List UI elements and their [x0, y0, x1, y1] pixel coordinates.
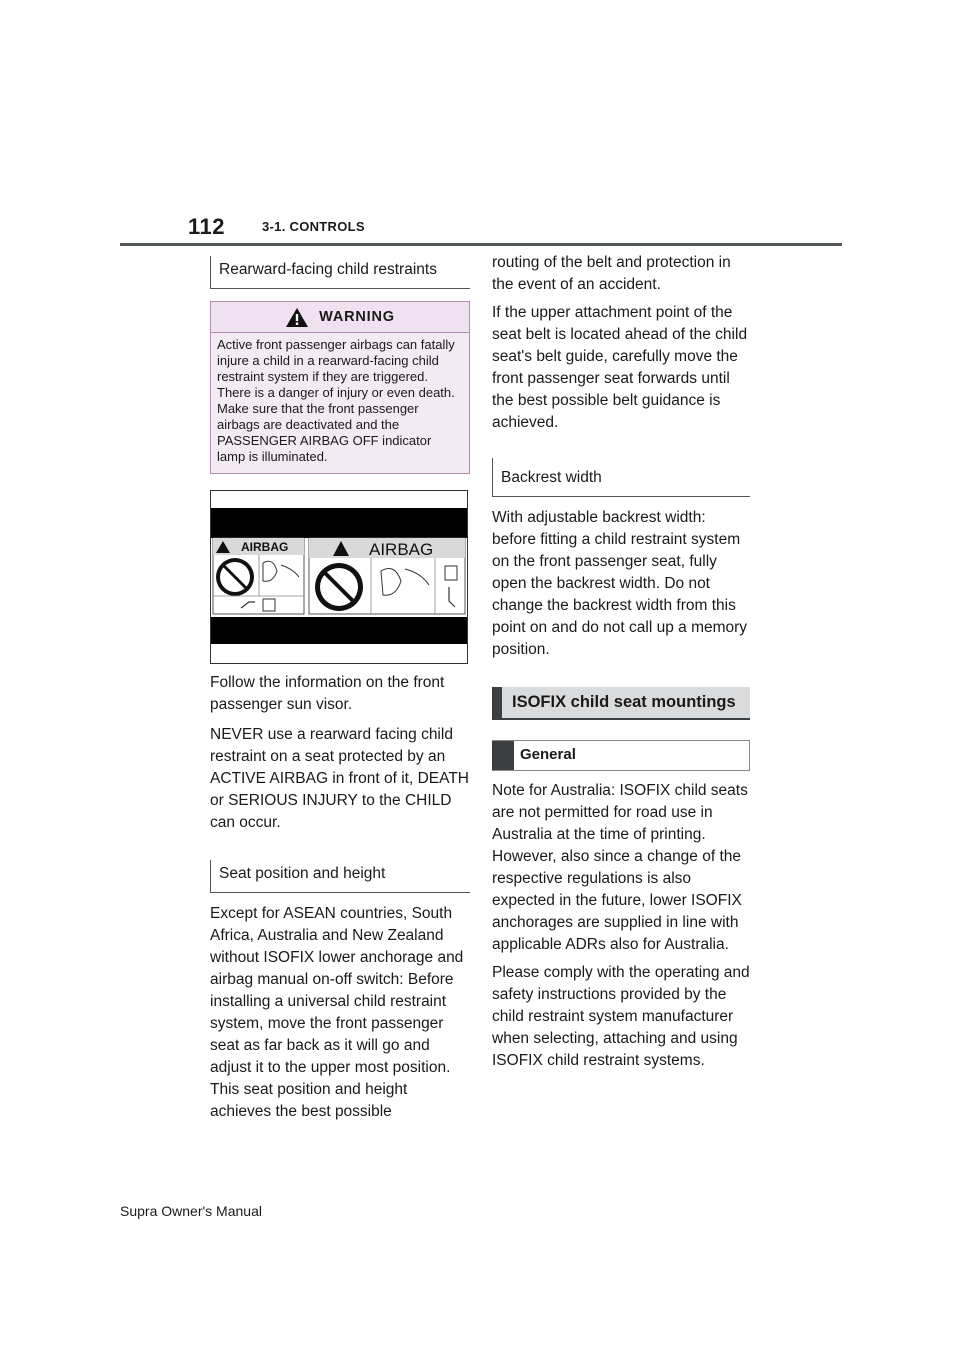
- left-column: [210, 256, 470, 1123]
- backrest-heading: Backrest width: [492, 458, 750, 497]
- sun-visor-paragraph: Follow the information on the front passenger sun visor.: [210, 674, 445, 713]
- airbag-label-graphic: [211, 491, 467, 663]
- right-column: [492, 252, 750, 1072]
- backrest-paragraph: With adjustable backrest width: before fitting a child restraint system on the front passenger seat, fully open the backrest width. Do not change the backrest width from this point on and do not call up a memory position.: [492, 509, 748, 658]
- seat-position-heading: Seat position and height: [210, 860, 470, 893]
- page-number: 112: [188, 214, 225, 239]
- airbag-label-image: [210, 490, 468, 664]
- header-rule: [120, 243, 842, 246]
- title-bar: [492, 687, 502, 718]
- warning-box: [210, 301, 470, 474]
- general-heading: [492, 740, 750, 771]
- warning-triangle-icon: [285, 307, 309, 328]
- rearward-heading: Rearward-facing child restraints: [210, 256, 470, 289]
- label-large-text: AIRBAG: [369, 540, 434, 559]
- warning-title: WARNING: [319, 309, 395, 325]
- section-label: 3-1. CONTROLS: [262, 219, 365, 234]
- warning-header: [211, 302, 469, 333]
- routing-paragraph: routing of the belt and protection in the event of an accident.: [492, 254, 731, 293]
- never-use-paragraph: NEVER use a rearward facing child restraint on a seat protected by an ACTIVE AIRBAG in front of it, DEATH or SERIOUS INJURY to the CHILD can occur.: [210, 726, 469, 831]
- upper-attachment-paragraph: If the upper attachment point of the seat belt is located ahead of the child seat's belt guide, carefully move the front passenger seat forwards until the best possible belt guidance is achieved.: [492, 304, 748, 431]
- australia-note-paragraph: Note for Australia: ISOFIX child seats are not permitted for road use in Australia at the time of printing. However, also since a change of the respective regulations is also expected in the future, lower ISOFIX anchorages are supplied in line with applicable ADRs also for Australia.: [492, 782, 748, 953]
- warning-text: Active front passenger airbags can fatally injure a child in a rearward-facing child restraint system if they are triggered. There is a danger of injury or even death. Make sure that the front passenger airbags are deactivated and the PASSENGER AIRBAG OFF indicator lamp is illuminated.: [217, 337, 455, 464]
- isofix-section-title: [492, 687, 750, 720]
- seat-position-paragraph: Except for ASEAN countries, South Africa, Australia and New Zealand without ISOFIX lower anchorage and airbag manual on-off switch: Before installing a universal child restraint system, move the front passenger seat as far back as it will go and adjust it to the upper most position. This seat position and height achieves the best possible: [210, 905, 464, 1120]
- general-heading-text: General: [520, 746, 576, 763]
- label-small-text: AIRBAG: [241, 540, 289, 554]
- footer-manual-title: Supra Owner's Manual: [120, 1203, 262, 1219]
- isofix-title-text: ISOFIX child seat mountings: [512, 693, 736, 711]
- general-bar: [492, 741, 514, 770]
- comply-paragraph: Please comply with the operating and safety instructions provided by the child restraint system manufacturer when selecting, attaching and using ISOFIX child restraint systems.: [492, 964, 750, 1069]
